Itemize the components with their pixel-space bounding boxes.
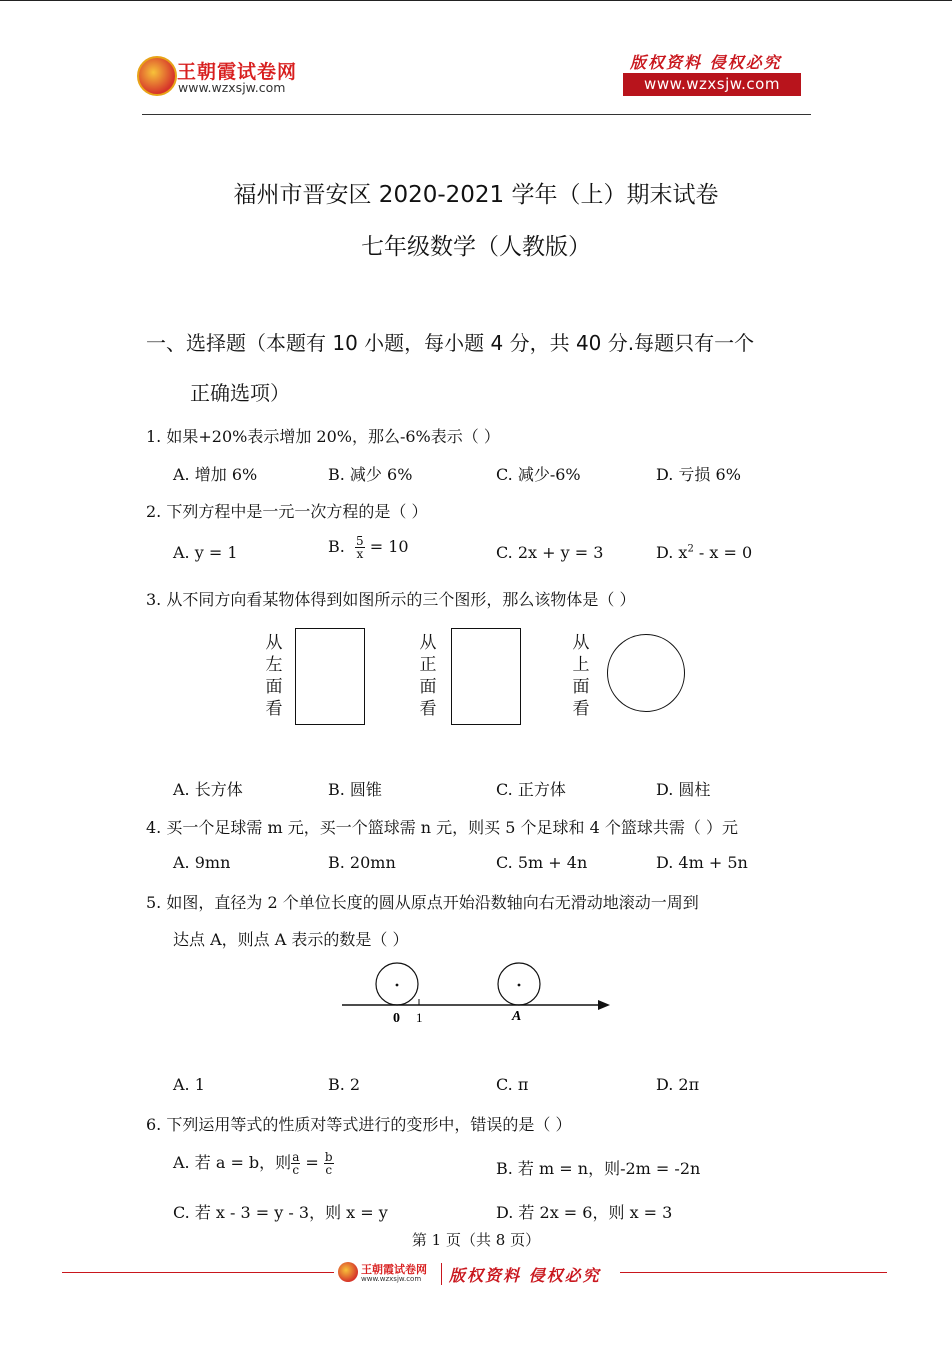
question-4: 4. 买一个足球需 m 元，买一个篮球需 n 元，则买 5 个足球和 4 个篮球共需（ ）元: [146, 818, 738, 837]
q6-a-fraction-1: [291, 1151, 300, 1176]
exam-title: 福州市晋安区 2020-2021 学年（上）期末试卷: [233, 182, 719, 208]
q1-option-c: C. 减少-6%: [496, 465, 581, 484]
question-1: 1. 如果+20%表示增加 20%，那么-6%表示（ ）: [146, 427, 500, 446]
top-view-circle: [607, 634, 685, 712]
label-front-view: [418, 632, 438, 720]
axis-arrow-icon: [598, 1000, 610, 1010]
tick-label-0: 0: [393, 1011, 400, 1026]
section-heading: 一、选择题（本题有 10 小题，每小题 4 分，共 40 分.每题只有一个: [146, 331, 755, 355]
question-3: 3. 从不同方向看某物体得到如图所示的三个图形，那么该物体是（ ）: [146, 590, 636, 609]
q6-a-prefix: A. 若 a = b，则: [173, 1153, 292, 1172]
label-char: 面: [572, 677, 590, 697]
q2-b-denominator: x: [356, 547, 364, 561]
q5-option-c: C. π: [496, 1075, 529, 1094]
footer-logo-name: 王朝霞试卷网: [361, 1263, 427, 1276]
logo-name: 王朝霞试卷网: [177, 61, 298, 83]
q1-option-b: B. 减少 6%: [328, 465, 413, 484]
q1-option-a: A. 增加 6%: [173, 465, 258, 484]
footer-logo-url: www.wzxsjw.com: [361, 1275, 422, 1283]
label-char: 从: [265, 633, 283, 653]
q6-a-numerator-2: b: [324, 1150, 333, 1164]
q2-b-fraction: [355, 535, 365, 560]
question-5-cont: 达点 A，则点 A 表示的数是（ ）: [173, 930, 409, 949]
footer-separator: [441, 1263, 442, 1285]
label-char: 从: [419, 633, 437, 653]
q2-option-a: A. y = 1: [173, 543, 238, 562]
q6-a-numerator-1: a: [292, 1150, 300, 1164]
q4-option-a: A. 9mn: [173, 853, 231, 872]
footer-rule-right: [620, 1272, 887, 1273]
q4-option-d: D. 4m + 5n: [656, 853, 748, 872]
logo-url: www.wzxsjw.com: [178, 80, 286, 95]
copyright-slogan: 版权资料 侵权必究: [630, 53, 782, 72]
q6-option-b: B. 若 m = n，则-2m = -2n: [496, 1159, 701, 1178]
q6-a-denominator-2: c: [325, 1163, 333, 1177]
q6-option-a: [173, 1150, 334, 1176]
footer-rule-left: [62, 1272, 334, 1273]
q2-option-d: [656, 543, 752, 562]
q2-d-exponent: 2: [687, 543, 694, 555]
q1-option-d: D. 亏损 6%: [656, 465, 741, 484]
q2-b-numerator: 5: [356, 534, 364, 548]
q6-a-denominator-1: c: [292, 1163, 300, 1177]
q2-d-rest: - x = 0: [693, 543, 753, 562]
question-2: 2. 下列方程中是一元一次方程的是（ ）: [146, 502, 428, 521]
logo-seal-icon: [137, 56, 177, 96]
label-char: 看: [572, 699, 590, 719]
label-char: 左: [265, 655, 283, 675]
label-char: 面: [265, 677, 283, 697]
circle-center-end: [518, 984, 521, 987]
q2-option-b: [328, 535, 409, 560]
q3-option-a: A. 长方体: [173, 780, 243, 799]
label-char: 看: [419, 699, 437, 719]
q5-option-b: B. 2: [328, 1075, 361, 1094]
left-view-rectangle: [295, 628, 365, 725]
top-border: [0, 0, 952, 1]
label-char: 上: [572, 655, 590, 675]
tick-label-1: 1: [416, 1010, 423, 1025]
q2-option-c: C. 2x + y = 3: [496, 543, 604, 562]
label-char: 面: [419, 677, 437, 697]
q6-a-fraction-2: [324, 1151, 334, 1176]
q2-b-prefix: B.: [328, 537, 345, 556]
label-char: 正: [419, 655, 437, 675]
q2-b-rest: = 10: [369, 537, 409, 556]
front-view-rectangle: [451, 628, 521, 725]
q6-option-d: D. 若 2x = 6，则 x = 3: [496, 1203, 673, 1222]
label-top-view: [571, 632, 591, 720]
header-divider: [142, 114, 811, 115]
q3-option-d: D. 圆柱: [656, 780, 711, 799]
label-char: 从: [572, 633, 590, 653]
number-line-figure: [340, 960, 615, 1030]
q5-option-a: A. 1: [173, 1075, 205, 1094]
question-6: 6. 下列运用等式的性质对等式进行的变形中，错误的是（ ）: [146, 1115, 572, 1134]
q6-a-equals: =: [300, 1153, 324, 1172]
exam-subtitle: 七年级数学（人教版）: [361, 234, 591, 260]
circle-center-start: [396, 984, 399, 987]
q4-option-b: B. 20mn: [328, 853, 396, 872]
footer-logo-icon: [338, 1262, 358, 1282]
banner-url: www.wzxsjw.com: [623, 73, 801, 96]
question-5: 5. 如图，直径为 2 个单位长度的圆从原点开始沿数轴向右无滑动地滚动一周到: [146, 893, 699, 912]
section-heading-cont: 正确选项）: [190, 381, 290, 405]
q4-option-c: C. 5m + 4n: [496, 853, 588, 872]
label-char: 看: [265, 699, 283, 719]
q2-d-prefix: D. x: [656, 543, 688, 562]
q6-option-c: C. 若 x - 3 = y - 3，则 x = y: [173, 1203, 388, 1222]
label-left-view: [264, 632, 284, 720]
page-number: 第 1 页（共 8 页）: [411, 1231, 541, 1249]
q3-option-b: B. 圆锥: [328, 780, 382, 799]
q5-option-d: D. 2π: [656, 1075, 700, 1094]
footer-slogan: 版权资料 侵权必究: [449, 1266, 601, 1285]
point-a-label: A: [512, 1009, 522, 1024]
q3-option-c: C. 正方体: [496, 780, 566, 799]
